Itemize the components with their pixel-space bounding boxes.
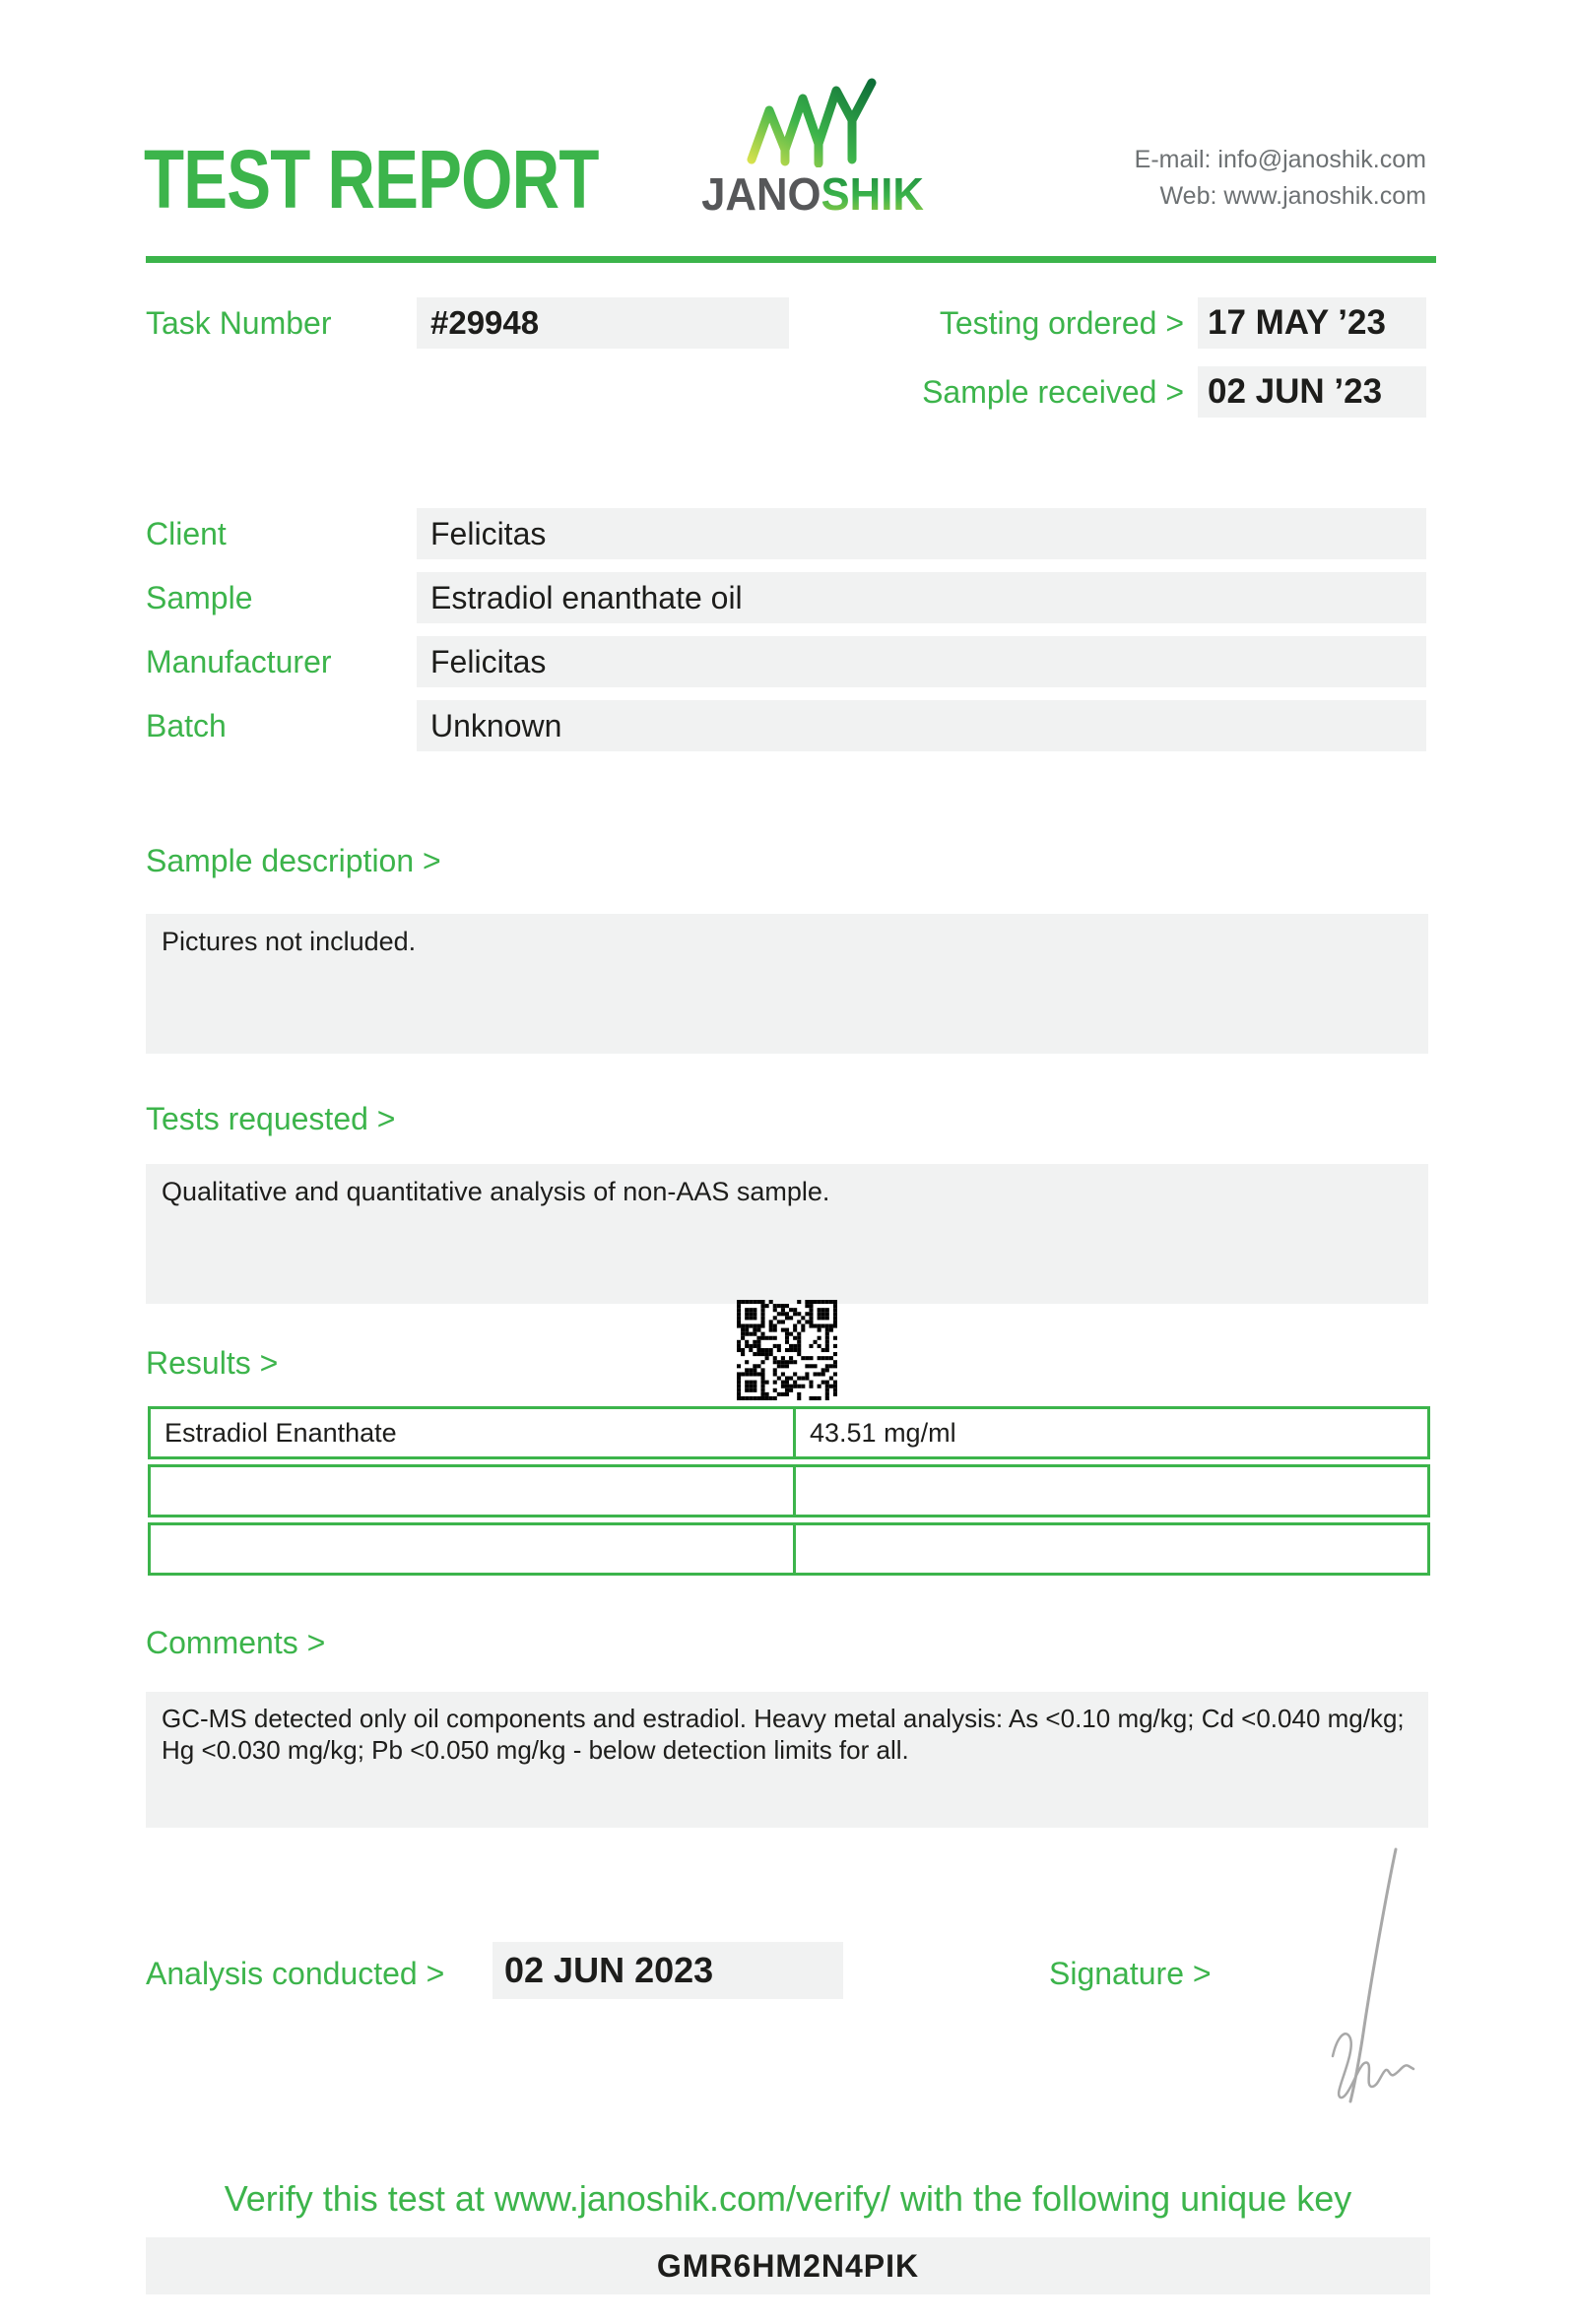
sample-description-heading: Sample description >	[146, 843, 441, 878]
manufacturer-value: Felicitas	[430, 644, 547, 679]
verify-instruction: Verify this test at www.janoshik.com/verify/ with the following unique key	[224, 2178, 1352, 2219]
comments-text: GC-MS detected only oil components and estradiol. Heavy metal analysis: As <0.10 mg/kg; Cd <0.040 mg/kg; Hg <0.030 mg/kg; Pb <0.050 mg/kg - below detection limits for all.	[162, 1704, 1405, 1765]
result-value: 43.51 mg/ml	[810, 1418, 956, 1448]
tests-requested-heading: Tests requested >	[146, 1101, 396, 1136]
result-substance: Estradiol Enanthate	[151, 1409, 796, 1456]
manufacturer-label: Manufacturer	[146, 644, 332, 679]
task-number-value-box	[417, 297, 789, 349]
janoshik-logo	[690, 77, 936, 220]
logo-wordmark	[695, 168, 930, 220]
testing-ordered-value-box	[1198, 297, 1426, 349]
result-substance	[151, 1467, 796, 1515]
tests-requested-box	[146, 1164, 1428, 1304]
batch-value-box	[417, 700, 1426, 751]
results-table-row	[148, 1522, 1430, 1576]
sample-received-label: Sample received >	[922, 374, 1184, 410]
verify-key-value: GMR6HM2N4PIK	[656, 2248, 920, 2284]
task-number-value: #29948	[430, 304, 540, 341]
comments-heading: Comments >	[146, 1625, 326, 1660]
results-table-row	[148, 1464, 1430, 1517]
batch-value: Unknown	[430, 708, 562, 743]
sample-value: Estradiol enanthate oil	[430, 580, 743, 615]
sample-received-value: 02 JUN ’23	[1208, 372, 1383, 411]
page-title: TEST REPORT	[144, 133, 599, 226]
sample-label: Sample	[146, 580, 253, 615]
results-table-row	[148, 1406, 1430, 1459]
sample-description-box	[146, 914, 1428, 1054]
signature-label: Signature >	[1049, 1956, 1212, 1991]
logo-jano: JANO	[701, 168, 821, 220]
sample-value-box	[417, 572, 1426, 623]
results-heading: Results >	[146, 1345, 279, 1381]
client-label: Client	[146, 516, 227, 551]
client-value: Felicitas	[430, 516, 547, 551]
comments-box	[146, 1692, 1428, 1828]
analysis-date-value: 02 JUN 2023	[504, 1950, 714, 1990]
contact-web: Web: www.janoshik.com	[1159, 182, 1426, 210]
analysis-conducted-label: Analysis conducted >	[146, 1956, 445, 1991]
qr-code	[737, 1300, 837, 1400]
signature-scribble	[1276, 1843, 1433, 2109]
manufacturer-value-box	[417, 636, 1426, 687]
sample-received-value-box	[1198, 366, 1426, 418]
contact-block	[1135, 142, 1426, 215]
logo-shik: SHIK	[821, 168, 924, 220]
testing-ordered-label: Testing ordered >	[939, 305, 1184, 341]
growth-chart-icon	[744, 77, 882, 167]
verify-key-box	[146, 2237, 1430, 2294]
sample-description-text: Pictures not included.	[162, 927, 417, 956]
tests-requested-text: Qualitative and quantitative analysis of non-AAS sample.	[162, 1177, 830, 1206]
result-value	[796, 1467, 1427, 1515]
testing-ordered-value: 17 MAY ’23	[1208, 303, 1386, 342]
contact-email: E-mail: info@janoshik.com	[1134, 146, 1426, 173]
client-value-box	[417, 508, 1426, 559]
analysis-date-box	[492, 1942, 843, 1999]
batch-label: Batch	[146, 708, 227, 743]
results-table	[148, 1406, 1430, 1581]
result-substance	[151, 1525, 796, 1573]
result-value	[796, 1525, 1427, 1573]
header-divider	[146, 256, 1436, 263]
task-number-label: Task Number	[146, 305, 332, 341]
